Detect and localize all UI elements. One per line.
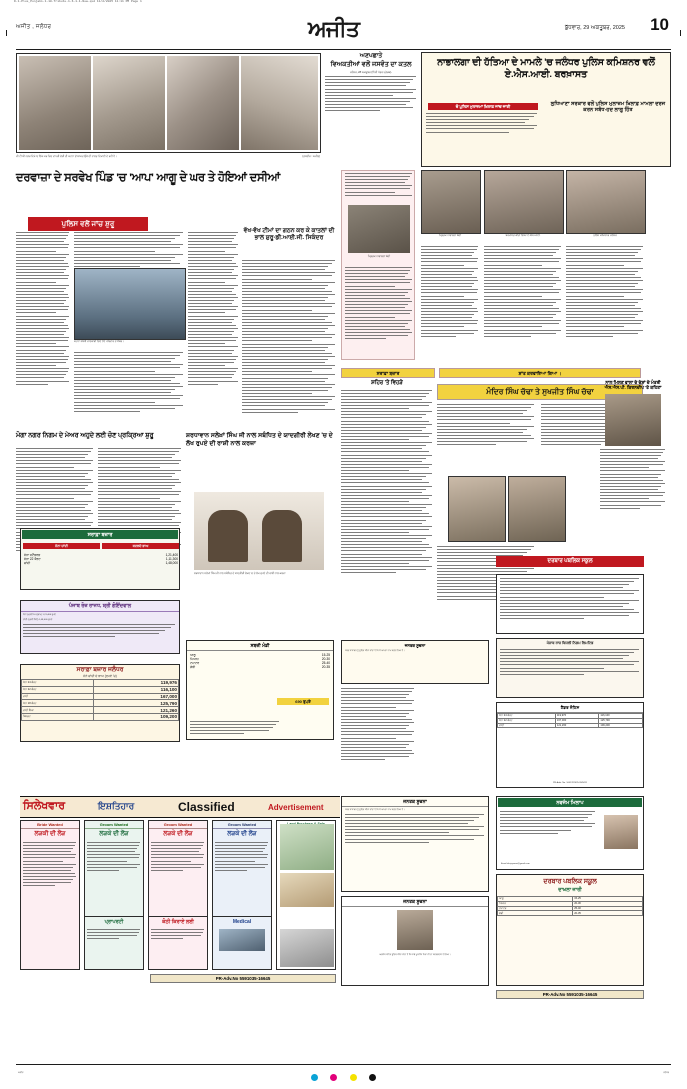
- classified-band-en1: Classified: [178, 800, 235, 814]
- rates-tag-2: ਬਦਲਦੇ ਭਾਅ: [102, 543, 179, 549]
- main-story-photo-caption: ਘਟਨਾ ਸਬੰਧੀ ਜਾਣਕਾਰੀ ਦਿੰਦੇ ਹੋਏ ਪਰਿਵਾਰ ਦੇ ਮੈਂਬਰ।: [74, 340, 124, 343]
- footer-right: ਜਲੰਧਰ: [663, 1072, 669, 1074]
- lead-right-headline: ਲੁਧਿਆਣਾ ਸਰਕਾਰ ਵਲੋਂ ਪੁਲਿਸ ਮੁਲਾਜ਼ਮ ਖ਼ਿਲਾਫ਼ ਮਾਮਲਾ ਦਰਜ ਕਰਨ ਸਬੰਧ-ਹਦ ਲਾਗੂ ਹਿੱਤ: [550, 101, 666, 114]
- bottom-notice-2-body: ਅਫ਼ਸੋਸ ਸਹਿਤ ਸੂਚਿਤ ਕੀਤਾ ਜਾਂਦਾ ਹੈ ਕਿ ਸਾਡੇ ਪੂਜਨੀਕ ਪਿਤਾ ਜੀ ਦਾ ਸਵਰਗਵਾਸ ਹੋ ਗਿਆ।: [379, 954, 451, 956]
- hands-coin-photo: [280, 873, 334, 907]
- classified-sub-2-title: ਕੋਠੀ ਕਿਰਾਏ ਲਈ: [162, 919, 194, 925]
- school-ad-box: [496, 874, 644, 986]
- photo-1: [19, 56, 91, 150]
- main-col-b-bottom: [74, 352, 184, 414]
- tender-table-title: ਟੈਂਡਰ ਨੋਟਿਸ: [497, 703, 643, 713]
- col7-right-headline: ਨਾਲ ਮਿਲਣ ਵਾਲਾ ਦੇ ਦੇਸ਼ਾਂ ਦੇ ਮੰਤਰੀ ਐਸ.ਐਸ.ਪੀ. ਕਿਰਨਦੀਪ 'ਤੇ ਕਹਿਣਾ: [604, 380, 662, 391]
- notice-box-right: [496, 638, 644, 698]
- col4-photo-caption: ਮ੍ਰਿਤਕ ਨਾਭਾਲਗਾ ਬੱਚੀ: [367, 255, 391, 258]
- bottom-notice-1-title: ਜਨਤਕ ਸੂਚਨਾ: [342, 797, 488, 807]
- classified-footer-phone: PR-Adv.No 5591035-16645: [150, 974, 336, 983]
- col4-body: [325, 76, 417, 111]
- bottom-notice-1: [341, 796, 489, 892]
- portrait-asi-caption: ਬਰਖ਼ਾਸਤ ਕੀਤਾ ਗਿਆ ਏ.ਐਸ.ਆਈ.: [505, 234, 541, 237]
- market-row: ਟਮਾਟਰ 25-40: [190, 661, 330, 665]
- photo-4: [241, 56, 318, 150]
- col4-kicker: ਅਣਪਛਾਤੇ: [359, 53, 383, 59]
- table-row: ਬਿਸਕੁਟ 109,200: [23, 714, 177, 720]
- rate-label-3: ਚਾਂਦੀ: [24, 561, 31, 565]
- main-col-b-top: [74, 232, 184, 269]
- mid-center-headline: ਸ਼ਰਧਾਵਾਨ ਸਲੇਖ਼ਾਂ ਸਿੰਘ ਜੀ ਨਾਲ ਸਬੰਧਿਤ ਦੇ ਯਾਦਗੀਰੀ ਲੇਖਣ 'ਚ ਦੇ ਲੱਖ ਰੁਪਏ ਦੀ ਰਾਸ਼ੀ ਨਾਲ ਕਰਜ਼ਾ: [186, 432, 333, 447]
- market-box-title: ਸਬਜ਼ੀ ਮੰਡੀ: [187, 641, 333, 651]
- purple-box-line-2: ਚਾਂਦੀ (ਪ੍ਰਤੀ ਕਿਲੋ) 1,48,000 ਰੁਪਏ: [23, 618, 53, 621]
- lead-cont-a: [421, 246, 479, 339]
- col5-headline: ਸ਼ਹਿਰ 'ਤੇ ਵਿਹੜੇ: [371, 380, 403, 386]
- medical-photo: [219, 929, 265, 951]
- col4-byline: ਜਲੰਧਰ, 28 ਅਕਤੂਬਰ (ਨਿੱਜੀ ਪੱਤਰ ਪ੍ਰੇਰਕ)-: [350, 71, 392, 74]
- rate-label-1: ਸੋਨਾ ਸਟੈਂਡਰਡ: [24, 553, 41, 557]
- yellow-bar-center: ਸ਼ਾਂਤ ਕਰਵਾਇਆ ਗਿਆ ।: [439, 368, 641, 378]
- lead-headline: ਨਾਭਾਲਗਾ ਦੀ ਹੱਤਿਆ ਦੇ ਮਾਮਲੇ 'ਚ ਜਲੰਧਰ ਪੁਲਿਸ ਕਮਿਸ਼ਨਰ ਵਲੋਂ ਏ.ਐਸ.ਆਈ. ਬਰਖ਼ਾਸਤ: [437, 56, 655, 79]
- lead-story: [421, 52, 671, 167]
- date-line: ਬੁੱਧਵਾਰ, 29 ਅਕਤੂਬਰ, 2025: [564, 25, 625, 31]
- photo-3: [167, 56, 239, 150]
- market-box-footer: 690 ਰੁਪਏ: [277, 698, 329, 705]
- table-row: ਚਾਂਦੀ 121,260 109,200: [498, 723, 643, 728]
- top-photo-caption: ਜੀ ਟੀ ਬੀ ਨਗਰ ਵਿਖੇ 'ਚ ਇੱਕ ਘਰ ਵਿਚ ਵਾਪਰੀ ਚੋਰੀ ਦੀ ਘਟਨਾ ਤੋਂ ਬਾਅਦ ਉਥੇ ਦੀ ਹਾਲਤ ਦਿਖਾਈ ਦੇ ਰਹੀ ਹੈ।: [16, 155, 117, 158]
- table-row: ਗੋਭੀ 20-35: [498, 911, 643, 916]
- main-headline: ਦਰਵਾਜ਼ਾ ਦੇ ਸਰਵੇਖ ਪਿੰਡ 'ਚ 'ਆਪ' ਆਗੂ ਦੇ ਘਰ ਤੇ ਹੋਇਆਂ ਦਸੀਆਂ: [16, 172, 280, 184]
- table-row: ਚਾਂਦੀ ਸਿੱਕਾ 121,260: [23, 707, 177, 713]
- tender-table-box: [496, 702, 644, 788]
- classified-col-1-head: Bride Wanted: [21, 821, 79, 829]
- masthead-rule: [16, 49, 671, 50]
- col4-photo: [348, 205, 410, 253]
- page-number: 10: [650, 15, 669, 34]
- gold-table-box: [20, 664, 180, 742]
- portrait-victim: [421, 170, 481, 234]
- lead-subbar: ਦੋ ਪੁਲਿਸ ਮੁਲਾਜ਼ਮਾਂ ਖ਼ਿਲਾਫ਼ ਜਾਂਚ ਜਾਰੀ: [428, 103, 538, 110]
- table-row: ਟਮਾਟਰ 25-40: [498, 906, 643, 911]
- tender-ref: PR-Advt. No. 1061/2/2025-26/8411: [552, 782, 587, 785]
- market-row: ਗੋਭੀ 20-35: [190, 665, 330, 669]
- bottom-notice-2: [341, 896, 489, 986]
- edition-label: ਅਜੀਤ , ਜਲੰਧਰ: [16, 24, 52, 30]
- obit-portrait: [397, 910, 433, 950]
- col7-photo: [605, 394, 661, 446]
- col7-right-story: [600, 380, 666, 511]
- bottom-notice-1-body: ਸਰਵ ਸਾਧਾਰਣ ਨੂੰ ਸੂਚਿਤ ਕੀਤਾ ਜਾਂਦਾ ਹੈ ਕਿ ਮੈਂ ਆਪਣਾ ਨਾਮ ਬਦਲ ਲਿਆ ਹੈ।: [345, 809, 405, 811]
- rates-box: [20, 528, 180, 590]
- purple-box-title: ਪੰਜਾਬ ਰੋਜ਼ ਰਾਜਧ, ਸ਼੍ਰੀ ਗੋਇੰਦਵਾਲ: [21, 601, 179, 612]
- gold-table: [21, 679, 179, 721]
- rate-value-1: 1,21,400: [165, 553, 178, 557]
- gold-table-subtitle: ਸੋਨੇ ਚਾਂਦੀ ਦੇ ਭਾਅ (ਰੁਪਏ 'ਚ): [83, 674, 117, 678]
- col3-headline: ਵੱਖ-ਵੱਖ ਟੀਮਾਂ ਦਾ ਗਠਨ ਕਰ ਕੇ ਕਾਤਲਾਂ ਦੀ ਭਾਲ ਸ਼ੁਰੂ-ਡੀ.ਆਈ.ਜੀ. ਸਿਕੰਦਰ: [243, 228, 335, 242]
- crop-mark-right: [680, 30, 681, 36]
- main-story-photo: [74, 268, 186, 340]
- chadha-body-a: [437, 404, 535, 447]
- classified-col-3-title: ਲੜਕੇ ਦੀ ਲੋੜ: [163, 831, 193, 837]
- col4-top-story: [325, 53, 417, 165]
- lead-body-left: [426, 113, 538, 135]
- furniture-photo: [194, 492, 324, 570]
- classified-sub-3: [212, 916, 272, 970]
- top-photo-strip: [16, 53, 321, 153]
- masthead-logo: ਅਜੀਤ: [308, 16, 359, 41]
- classified-sub-2: [148, 916, 208, 970]
- purple-rates-box: [20, 600, 180, 654]
- rates-tag-1: ਸੋਨਾ ਚਾਂਦੀ: [23, 543, 100, 549]
- yellow-bar-left: ਸਰਾਫ਼ਾ ਬਜ਼ਾਰ: [341, 368, 435, 378]
- main-headline-band: [16, 172, 336, 194]
- school-ad-sub: ਦਾਖ਼ਲਾ ਜਾਰੀ: [558, 887, 582, 893]
- table-row: ਆਲੂ 15-25: [498, 897, 643, 902]
- classified-band: [20, 796, 340, 818]
- portrait-victim-caption: ਮ੍ਰਿਤਕ ਨਾਭਾਲਗਾ ਬੱਚੀ: [438, 234, 462, 237]
- classified-col-1: [20, 820, 80, 970]
- main-col-a: [16, 232, 70, 387]
- photo-2: [93, 56, 165, 150]
- chadha-headline: ਮੰਦਿਰ ਸਿੰਘ ਚੱਢਾ ਤੇ ਸੁਖਜੀਤ ਸਿੰਘ ਚੱਢਾ: [437, 384, 643, 400]
- classified-band-en2: Advertisement: [268, 803, 324, 812]
- furniture-photo-caption: ਸ਼ਰਧਾਵਾਨ ਸਲੇਖ਼ਾਂ ਸਿੰਘ ਜੀ ਨਾਲ ਸਬੰਧਿਤ ਦੇ ਯਾਦਗੀਰੀ ਲੇਖਣ 'ਚ ਦੇ ਲੱਖ ਰੁਪਏ ਦੀ ਰਾਸ਼ੀ ਨਾਲ ਕਰਜ਼ਾ: [194, 572, 286, 575]
- birth-announcement-title: ਨਵਜੰਮ ਮਿਲਾਪ: [498, 798, 642, 807]
- small-notice-title: ਜਨਤਕ ਸੂਚਨਾ: [404, 643, 426, 648]
- school-ad-table: [497, 896, 643, 916]
- laptop-photo: [280, 929, 334, 967]
- table-row: ਪਿਆਜ਼ 20-30: [498, 901, 643, 906]
- classified-col-1-title: ਲੜਕੀ ਦੀ ਲੋੜ: [34, 831, 66, 837]
- col5-lower-body: [341, 688, 415, 762]
- birth-announcement-box: [496, 796, 644, 870]
- rates-box-title: ਸਰਾਫ਼ਾ ਬਜ਼ਾਰ: [22, 530, 178, 539]
- masthead: [16, 14, 671, 48]
- portrait-chadha-1: [448, 476, 506, 542]
- school-ad-title: ਦਰਬਾਰ ਪਬਲਿਕ ਸਕੂਲ: [543, 878, 597, 885]
- classified-sub-1: [84, 916, 144, 970]
- house-photo: [280, 824, 334, 870]
- print-header: D-1-Plus_Punjabi-1-10-Tribute-1-6-1-1-New.qxd 11/2/2025 11:11 PM Page 1: [14, 0, 142, 3]
- portrait-commissioner-caption: ਪੁਲਿਸ ਕਮਿਸ਼ਨਰ ਜਲੰਧਰ: [593, 234, 617, 237]
- main-col-c: [188, 232, 238, 387]
- rates-rows: [24, 553, 178, 565]
- tender-table: [497, 713, 643, 728]
- table-row: ਚਾਂਦੀ 167,000: [23, 693, 177, 699]
- baby-photo: [604, 815, 638, 849]
- table-row: ਸੋਨਾ 22 ਕੈਰਟ 116,100: [23, 687, 177, 693]
- footer-left: ਅਜੀਤ: [18, 1072, 24, 1074]
- lead-cont-b: [484, 246, 562, 339]
- classified-col-4-head: Groom Wanted: [213, 821, 271, 829]
- right-footer-phone: PR-Adv.No 5591035-16645: [496, 990, 644, 999]
- portrait-asi: [484, 170, 564, 234]
- table-row: ਸੋਨਾ 24 ਕੈਰਟ 119,976 116,100: [498, 714, 643, 719]
- birth-email: Email id-ajcpwan@gmail.com: [501, 863, 530, 866]
- classified-sub-3-title: Medical: [232, 919, 252, 925]
- rate-value-2: 1,11,300: [165, 557, 178, 561]
- rate-label-2: ਸੋਨਾ 22 ਕੈਰਟ: [24, 557, 41, 561]
- col4-headline: ਵਿਅਕਤੀਆਂ ਵਲੋਂ ਜਸਵੰਤ ਦਾ ਕਤਲ: [330, 61, 412, 68]
- market-box: [186, 640, 334, 740]
- table-row: ਸੋਨਾ 18 ਕੈਰਟ 125,790: [23, 700, 177, 706]
- purple-box-line-1: ਸੋਨਾ (ਪ੍ਰਤੀ 10 ਗ੍ਰਾਮ) 1,21,400 ਰੁਪਏ: [23, 614, 56, 616]
- main-subbar: ਪੁਲਿਸ ਵਲੋਂ ਜਾਂਚ ਸ਼ੁਰੂ: [28, 217, 148, 231]
- bottom-notice-2-title: ਜਨਤਕ ਸੂਚਨਾ: [342, 897, 488, 907]
- sponsor-box: [496, 574, 644, 634]
- table-row: ਸੋਨਾ 22 ਕੈਰਟ 167,000 125,790: [498, 718, 643, 723]
- table-row: ਸੋਨਾ 24 ਕੈਰਟ 119,976: [23, 680, 177, 686]
- property-ad-box: [276, 820, 336, 970]
- bottom-rule: [16, 1064, 671, 1065]
- classified-col-2-title: ਲੜਕੇ ਦੀ ਲੋੜ: [99, 831, 129, 837]
- portrait-commissioner: [566, 170, 646, 234]
- portrait-chadha-2: [508, 476, 566, 542]
- lead-cont-c: [566, 246, 644, 339]
- mid-left-headline: ਮੋਗਾ ਨਗਰ ਨਿਗਮ ਦੇ ਮੇਅਰ ਅਹੁਦੇ ਲਈ ਚੋਣ ਪ੍ਰਕ੍ਰਿਆ ਸ਼ੁਰੂ: [16, 432, 154, 439]
- registration-dots: [0, 1068, 687, 1086]
- col3-body: [242, 260, 336, 415]
- market-row: ਪਿਆਜ਼ 20-30: [190, 657, 330, 661]
- classified-col-2-head: Groom Wanted: [85, 821, 143, 829]
- market-row: ਆਲੂ 15-25: [190, 653, 330, 657]
- classified-col-3-head: Groom Wanted: [149, 821, 207, 829]
- classified-band-mid: ਇਸ਼ਤਿਹਾਰ: [98, 801, 135, 811]
- classified-band-left: ਸਿਲੇਖਵਾਰ: [23, 800, 66, 812]
- notice-box-right-title: ਪੰਜਾਬ ਰਾਜ ਬਿਜਲੀ ਨਿਗਮ ਲਿਮਟਿਡ: [546, 641, 594, 645]
- top-photo-credit: (ਤਸਵੀਰ : ਅਜੀਤ): [302, 155, 320, 158]
- col5-story: [341, 380, 433, 680]
- classified-sub-1-title: ਪ੍ਰਾਪਰਟੀ: [104, 919, 124, 925]
- sponsor-bar: ਦਰਬਾਰ ਪਬਲਿਕ ਸਕੂਲ: [496, 556, 644, 567]
- rate-value-3: 1,48,000: [165, 561, 178, 565]
- col4-secondary-body: [345, 173, 413, 198]
- classified-col-4-title: ਲੜਕੇ ਦੀ ਲੋੜ: [227, 831, 257, 837]
- col4-secondary-story: [341, 170, 415, 360]
- crop-mark-left: [6, 30, 7, 36]
- col4-secondary-body-2: [345, 267, 413, 341]
- gold-table-title: ਸਰਾਫ਼ਾ ਬਜ਼ਾਰ ਜਲੰਧਰ: [76, 667, 124, 673]
- small-notice-box: [341, 640, 489, 684]
- small-notice-body: ਸਰਵ ਸਾਧਾਰਣ ਨੂੰ ਸੂਚਿਤ ਕੀਤਾ ਜਾਂਦਾ ਹੈ ਕਿ ਮੈਂ ਆਪਣਾ ਨਾਮ ਬਦਲ ਲਿਆ ਹੈ।: [345, 650, 405, 652]
